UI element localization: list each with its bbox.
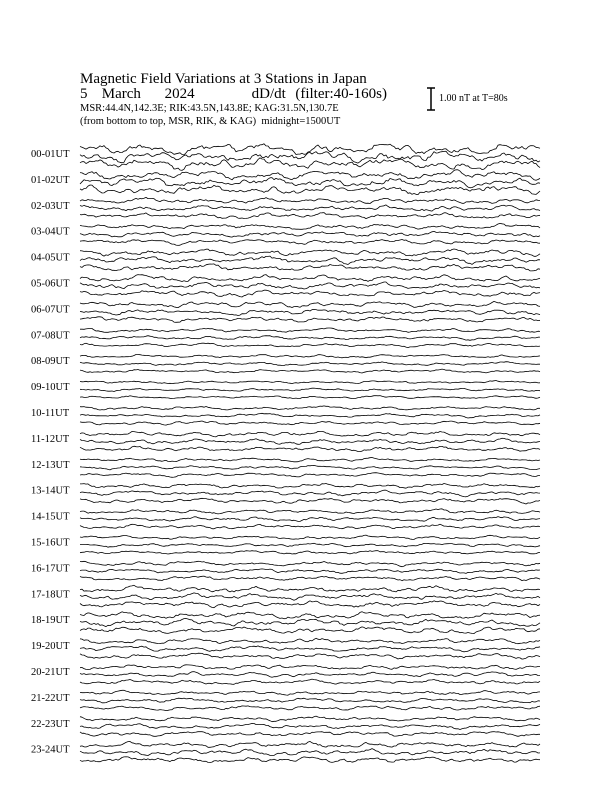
- scale-bar: [427, 88, 435, 110]
- trace-kag: [80, 381, 540, 384]
- hour-row-label: 22-23UT: [31, 718, 70, 730]
- hour-row-label: 04-05UT: [31, 252, 70, 264]
- trace-msr: [80, 317, 540, 323]
- hour-row-label: 20-21UT: [31, 667, 70, 678]
- hour-row: [31, 275, 540, 297]
- trace-msr: [80, 706, 540, 711]
- trace-kag: [80, 144, 540, 155]
- hour-row-label: 17-18UT: [31, 589, 70, 601]
- trace-rik: [80, 413, 540, 418]
- date-year: 2024: [164, 86, 195, 102]
- quantity-label: dD/dt: [251, 86, 286, 102]
- hour-row: [31, 328, 540, 348]
- trace-msr: [80, 369, 540, 373]
- hour-row: [31, 381, 540, 399]
- date-day: 5: [80, 86, 88, 102]
- trace-kag: [80, 509, 540, 514]
- hour-row: [31, 197, 540, 218]
- trace-msr: [80, 396, 540, 399]
- trace-kag: [80, 197, 540, 203]
- trace-rik: [80, 309, 540, 315]
- hour-row-label: 01-02UT: [31, 174, 70, 186]
- hour-row-label: 12-13UT: [31, 459, 70, 471]
- trace-msr: [80, 551, 540, 554]
- hour-row-label: 14-15UT: [31, 511, 70, 523]
- hour-row-label: 10-11UT: [31, 408, 70, 419]
- trace-kag: [80, 170, 540, 181]
- trace-rik: [80, 543, 540, 547]
- trace-kag: [80, 328, 540, 332]
- trace-rik: [80, 282, 540, 289]
- trace-kag: [80, 585, 540, 592]
- hour-row: [31, 585, 540, 607]
- trace-rik: [80, 619, 540, 627]
- trace-kag: [80, 741, 540, 747]
- chart-title: Magnetic Field Variations at 3 Stations in Japan: [80, 71, 367, 87]
- trace-msr: [80, 343, 540, 347]
- stations-info: MSR:44.4N,142.3E; RIK:43.5N,143.8E; KAG:31.5N,130.7E: [80, 103, 339, 114]
- trace-msr: [80, 213, 540, 219]
- hour-row-label: 18-19UT: [31, 615, 70, 627]
- trace-kag: [80, 484, 540, 489]
- trace-rik: [80, 490, 540, 497]
- trace-kag: [80, 535, 540, 539]
- hour-row: [31, 535, 540, 554]
- hour-row-label: 23-24UT: [31, 744, 70, 756]
- trace-msr: [80, 653, 540, 659]
- hour-row: [31, 509, 540, 529]
- hour-row: [31, 690, 540, 710]
- trace-msr: [80, 498, 540, 504]
- hour-row: [31, 144, 540, 171]
- hour-row: [31, 406, 540, 425]
- trace-rik: [80, 672, 540, 678]
- trace-msr: [80, 446, 540, 451]
- hour-row-label: 13-14UT: [31, 485, 70, 497]
- scale-bar-label: 1.00 nT at T=80s: [439, 93, 508, 104]
- hour-row: [31, 301, 540, 322]
- hour-row: [31, 638, 540, 659]
- trace-msr: [80, 290, 540, 297]
- trace-msr: [80, 732, 540, 737]
- trace-kag: [80, 406, 540, 410]
- trace-rik: [80, 231, 540, 237]
- hour-row: [31, 716, 540, 736]
- trace-rik: [80, 256, 540, 264]
- trace-kag: [80, 301, 540, 307]
- trace-rik: [80, 593, 540, 600]
- trace-msr: [80, 757, 540, 763]
- hour-row: [31, 431, 540, 451]
- hour-rows: [31, 144, 540, 763]
- trace-rik: [80, 178, 540, 188]
- hour-row: [31, 741, 540, 762]
- trace-kag: [80, 665, 540, 670]
- hour-row-label: 21-22UT: [31, 692, 70, 704]
- trace-kag: [80, 690, 540, 695]
- trace-rik: [80, 438, 540, 444]
- hour-row: [31, 561, 540, 580]
- trace-rik: [80, 336, 540, 341]
- filter-label: (filter:40-160s): [295, 86, 387, 102]
- hour-row-label: 07-08UT: [31, 330, 70, 342]
- trace-kag: [80, 223, 540, 229]
- hour-row-label: 19-20UT: [31, 641, 70, 653]
- hour-row: [31, 249, 540, 271]
- hour-row-label: 15-16UT: [31, 537, 70, 549]
- hour-row: [31, 612, 540, 634]
- trace-kag: [80, 716, 540, 722]
- hour-row: [31, 484, 540, 505]
- date-month: March: [101, 86, 141, 102]
- hour-row-label: 16-17UT: [31, 563, 70, 575]
- trace-msr: [80, 158, 540, 171]
- trace-rik: [80, 723, 540, 729]
- trace-msr: [80, 627, 540, 634]
- trace-kag: [80, 458, 540, 462]
- hour-row-label: 11-12UT: [31, 433, 70, 445]
- hour-row: [31, 355, 540, 374]
- hour-row-label: 02-03UT: [31, 200, 70, 212]
- hour-row-label: 06-07UT: [31, 304, 70, 316]
- trace-rik: [80, 362, 540, 366]
- trace-rik: [80, 749, 540, 756]
- trace-rik: [80, 205, 540, 211]
- trace-kag: [80, 249, 540, 256]
- trace-rik: [80, 517, 540, 522]
- hour-row-label: 08-09UT: [31, 356, 70, 368]
- trace-kag: [80, 355, 540, 358]
- hour-row: [31, 665, 540, 685]
- trace-kag: [80, 638, 540, 643]
- hour-row: [31, 223, 540, 245]
- trace-rik: [80, 698, 540, 703]
- hour-row: [31, 458, 540, 478]
- trace-msr: [80, 576, 540, 581]
- trace-msr: [80, 185, 540, 195]
- trace-kag: [80, 431, 540, 436]
- hour-row: [31, 170, 540, 195]
- trace-rik: [80, 388, 540, 391]
- trace-rik: [80, 646, 540, 652]
- station-order-note: (from bottom to top, MSR, RIK, & KAG) midnight=1500UT: [80, 116, 341, 127]
- trace-kag: [80, 561, 540, 566]
- trace-msr: [80, 473, 540, 478]
- trace-msr: [80, 601, 540, 608]
- trace-msr: [80, 264, 540, 271]
- hour-row-label: 00-01UT: [31, 149, 70, 160]
- trace-rik: [80, 569, 540, 574]
- hour-row-label: 09-10UT: [31, 382, 70, 394]
- trace-kag: [80, 275, 540, 282]
- trace-rik: [80, 151, 540, 163]
- trace-msr: [80, 240, 540, 246]
- trace-msr: [80, 524, 540, 529]
- trace-rik: [80, 465, 540, 470]
- hour-row-label: 03-04UT: [31, 226, 70, 238]
- trace-msr: [80, 679, 540, 684]
- trace-kag: [80, 612, 540, 619]
- hour-row-label: 05-06UT: [31, 278, 70, 290]
- trace-msr: [80, 421, 540, 425]
